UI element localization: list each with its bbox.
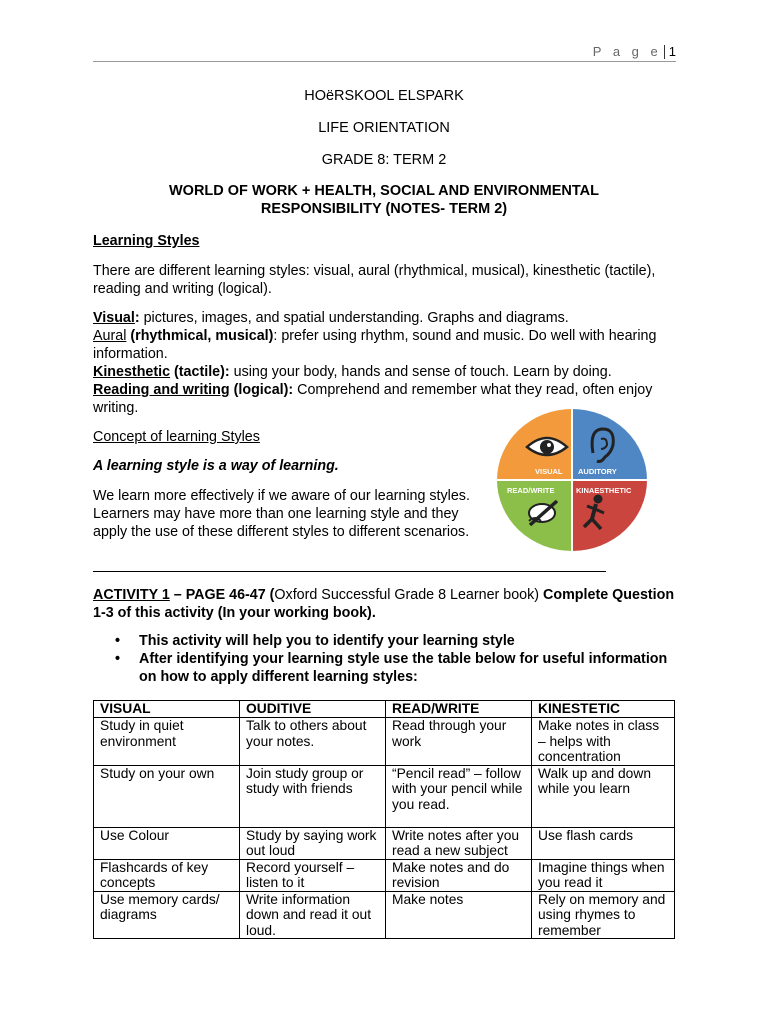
- activity-instruction: [93, 586, 678, 622]
- wheel-kinaesthetic-label: KINAESTHETIC: [576, 486, 632, 495]
- grade-term: GRADE 8: TERM 2: [321, 152, 447, 168]
- style-aural: [93, 327, 678, 363]
- table-row: [94, 859, 675, 891]
- wheel-readwrite-label: READ/WRITE: [507, 486, 555, 495]
- table-cell: Record yourself – listen to it: [240, 859, 386, 891]
- table-row: [94, 765, 675, 827]
- style-visual-term: Visual: [93, 310, 135, 326]
- table-cell: Make notes and do revision: [386, 859, 532, 891]
- table-cell: Use flash cards: [532, 827, 675, 859]
- table-header-row: [94, 701, 675, 718]
- style-rw-term: Reading and writing: [93, 382, 230, 398]
- column-header-ouditive: OUDITIVE: [240, 701, 386, 718]
- wheel-quadrants: [497, 409, 647, 551]
- table-row: [94, 891, 675, 939]
- page-label: P a g e: [592, 44, 662, 59]
- styles-list: [93, 309, 678, 417]
- page-header: [593, 44, 676, 59]
- table-cell: Flashcards of key concepts: [94, 859, 240, 891]
- learning-styles-wheel: [497, 409, 647, 551]
- table-row: [94, 718, 675, 766]
- column-header-read-write: READ/WRITE: [386, 701, 532, 718]
- style-kin-qual: (tactile):: [170, 364, 230, 380]
- concept-paragraph: We learn more effectively if we aware of our learning styles. Learners may have more than one learning style and they apply the use of these different styles to different scenarios.: [93, 488, 470, 540]
- table-cell: Study by saying work out loud: [240, 827, 386, 859]
- style-aural-qual: (rhythmical, musical): [126, 328, 274, 344]
- table-cell: Use Colour: [94, 827, 240, 859]
- table-cell: Read through your work: [386, 718, 532, 766]
- bullet-item: • This activity will help you to identify your learning style: [93, 632, 683, 650]
- header-rule: [93, 61, 676, 62]
- document-title: [93, 182, 675, 218]
- subject-name: LIFE ORIENTATION: [318, 120, 450, 136]
- table-cell: Talk to others about your notes.: [240, 718, 386, 766]
- table-cell: Walk up and down while you learn: [532, 765, 675, 827]
- column-header-visual: VISUAL: [94, 701, 240, 718]
- table-cell: Study on your own: [94, 765, 240, 827]
- definition-text: A learning style is a way of learning.: [93, 458, 339, 474]
- section-separator: [93, 571, 606, 572]
- intro-paragraph: There are different learning styles: visual, aural (rhythmical, musical), kinesthetic (tactile), reading and writing (logical).: [93, 263, 656, 297]
- style-rw-qual: (logical):: [229, 382, 294, 398]
- activity-task: Complete Question 1-3 of this activity (In your working book).: [93, 587, 675, 621]
- style-kin-term: Kinesthetic: [93, 364, 171, 380]
- style-aural-term: Aural: [93, 328, 127, 344]
- section-heading-text: Learning Styles: [93, 233, 200, 249]
- table-cell: Make notes in class – helps with concentration: [532, 718, 675, 766]
- activity-bullets: [93, 632, 683, 686]
- style-kinesthetic: [93, 363, 678, 381]
- activity-page: – PAGE 46-47 (: [169, 587, 275, 603]
- learning-styles-table: [93, 700, 675, 939]
- bullet-item: • After identifying your learning style use the table below for useful information on how to apply different learning styles:: [93, 650, 683, 686]
- table-cell: Imagine things when you read it: [532, 859, 675, 891]
- style-kin-desc: using your body, hands and sense of touch. Learn by doing.: [229, 364, 612, 380]
- table-cell: Use memory cards/ diagrams: [94, 891, 240, 939]
- table-cell: Join study group or study with friends: [240, 765, 386, 827]
- wheel-visual-label: VISUAL: [535, 467, 563, 476]
- header-divider: [664, 45, 665, 59]
- section-heading: [93, 232, 678, 250]
- table-row: [94, 827, 675, 859]
- style-rw-desc: Comprehend and remember what they read, often enjoy writing.: [93, 382, 653, 416]
- style-visual-colon: :: [134, 310, 140, 326]
- title-line-2: RESPONSIBILITY (NOTES- TERM 2): [260, 201, 508, 217]
- style-visual-desc: pictures, images, and spatial understanding. Graphs and diagrams.: [139, 310, 569, 326]
- activity-label: ACTIVITY 1: [93, 587, 170, 603]
- page-number: 1: [668, 44, 676, 59]
- table-cell: Study in quiet environment: [94, 718, 240, 766]
- title-line-1: WORLD OF WORK + HEALTH, SOCIAL AND ENVIRONMENTAL: [168, 183, 599, 199]
- school-name: HOëRSKOOL ELSPARK: [304, 88, 464, 104]
- style-aural-desc: : prefer using rhythm, sound and music. Do well with hearing information.: [93, 328, 657, 362]
- table-cell: “Pencil read” – follow with your pencil while you read.: [386, 765, 532, 827]
- concept-heading-text: Concept of learning Styles: [93, 429, 260, 445]
- table-cell: Write notes after you read a new subject: [386, 827, 532, 859]
- activity-book: Oxford Successful Grade 8 Learner book): [274, 587, 540, 603]
- wheel-auditory-label: AUDITORY: [578, 467, 617, 476]
- table-cell: Rely on memory and using rhymes to remember: [532, 891, 675, 939]
- style-visual: [93, 309, 678, 327]
- table-cell: Write information down and read it out loud.: [240, 891, 386, 939]
- column-header-kinestetic: KINESTETIC: [532, 701, 675, 718]
- table-cell: Make notes: [386, 891, 532, 939]
- concept-heading: [93, 428, 473, 446]
